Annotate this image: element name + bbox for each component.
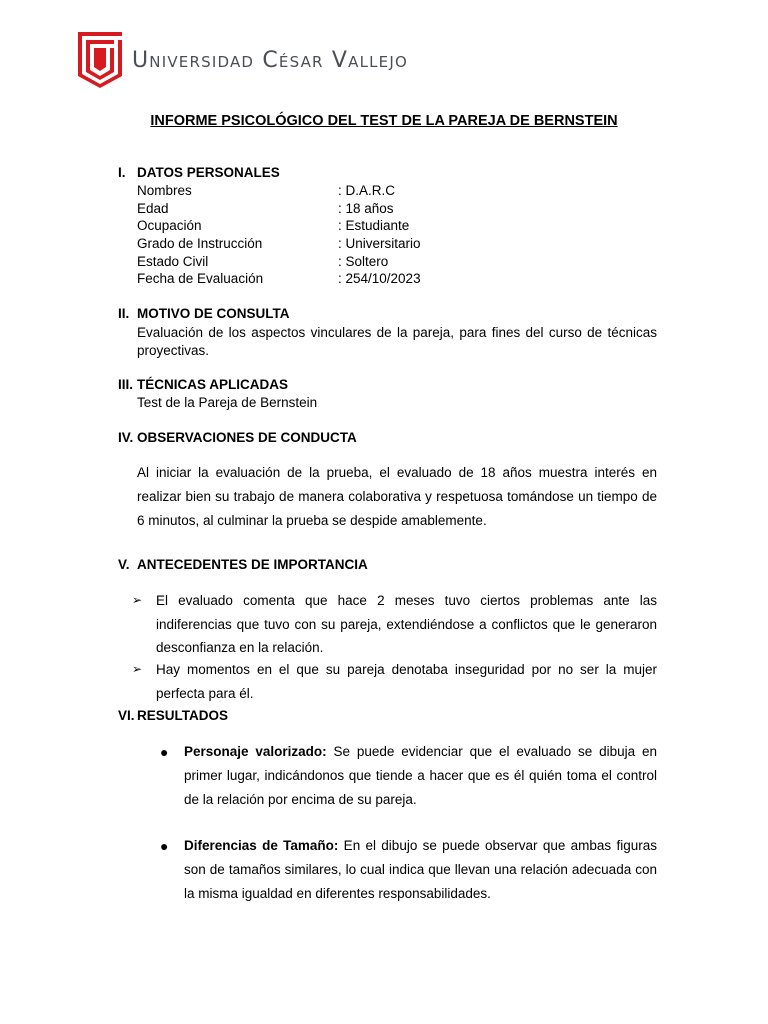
data-value: : 254/10/2023: [338, 271, 421, 286]
section-heading-resultados: [118, 708, 228, 723]
section-heading-tecnicas: [118, 377, 288, 392]
section-number: I.: [118, 165, 126, 180]
data-row-estado-civil: [137, 254, 388, 269]
resultado-description: En el dibujo se puede observar que ambas figuras son de tamaños similares, lo cual indica que llevan una relación adecuada con la misma igualdad en diferentes responsabilidades.: [184, 838, 657, 901]
section-title: ANTECEDENTES DE IMPORTANCIA: [137, 557, 368, 572]
resultado-text: [184, 834, 657, 906]
section-number: II.: [118, 306, 130, 321]
tecnicas-text: Test de la Pareja de Bernstein: [137, 395, 318, 410]
university-name: Universidad César Vallejo: [132, 48, 408, 73]
section-number: IV.: [118, 430, 134, 445]
section-heading-observaciones: [118, 430, 357, 445]
section-number: VI.: [118, 708, 135, 723]
data-label: Estado Civil: [137, 254, 209, 269]
data-label: Fecha de Evaluación: [137, 271, 264, 286]
resultado-term: Diferencias de Tamaño:: [184, 838, 339, 853]
antecedente-item: [132, 658, 657, 705]
section-heading-motivo: [118, 306, 290, 321]
resultado-item: [160, 834, 657, 906]
data-row-ocupacion: [137, 218, 409, 233]
data-label: Grado de Instrucción: [137, 236, 263, 251]
data-row-grado: [137, 236, 421, 251]
data-label: Nombres: [137, 183, 192, 198]
section-title: RESULTADOS: [137, 708, 228, 723]
bullet-icon: ●: [160, 744, 169, 760]
resultado-text: [184, 740, 657, 812]
section-number: V.: [118, 557, 130, 572]
resultado-term: Personaje valorizado:: [184, 744, 327, 759]
data-value: : D.A.R.C: [338, 183, 396, 198]
ucv-shield-icon: [76, 30, 124, 88]
section-title: DATOS PERSONALES: [137, 165, 280, 180]
section-heading-antecedentes: [118, 557, 368, 572]
data-label: Ocupación: [137, 218, 202, 233]
arrow-bullet-icon: ➢: [132, 662, 143, 676]
university-logo: [76, 30, 408, 88]
data-value: : Estudiante: [338, 218, 410, 233]
motivo-text: Evaluación de los aspectos vinculares de la pareja, para fines del curso de técnicas proyectivas.: [137, 325, 657, 358]
data-row-fecha: [137, 271, 421, 286]
data-row-nombres: [137, 183, 395, 198]
section-title: MOTIVO DE CONSULTA: [137, 306, 290, 321]
section-heading-datos-personales: [118, 165, 280, 180]
resultado-description: Se puede evidenciar que el evaluado se dibuja en primer lugar, indicándonos que tiende a hacer que es él quién toma el control de la relación por encima de su pareja.: [184, 744, 657, 807]
antecedente-text: Hay momentos en el que su pareja denotaba inseguridad por no ser la mujer perfecta para él.: [156, 662, 657, 701]
resultado-item: [160, 740, 657, 812]
data-value: : 18 años: [338, 201, 394, 216]
section-number: III.: [118, 377, 134, 392]
section-title: OBSERVACIONES DE CONDUCTA: [137, 430, 357, 445]
observaciones-text: Al iniciar la evaluación de la prueba, el evaluado de 18 años muestra interés en realizar bien su trabajo de manera colaborativa y respetuosa tomándose un tiempo de 6 minutos, al culminar la prueba se despide amablemente.: [137, 465, 657, 528]
data-row-edad: [137, 201, 394, 216]
antecedente-item: [132, 589, 657, 660]
data-value: : Soltero: [338, 254, 389, 269]
bullet-icon: ●: [160, 838, 169, 854]
document-title: INFORME PSICOLÓGICO DEL TEST DE LA PAREJA DE BERNSTEIN: [150, 113, 618, 129]
arrow-bullet-icon: ➢: [132, 593, 143, 607]
antecedente-text: El evaluado comenta que hace 2 meses tuvo ciertos problemas ante las indiferencias que tuvo con su pareja, extendiéndose a conflictos que le generaron desconfianza en la relación.: [156, 593, 657, 655]
section-title: TÉCNICAS APLICADAS: [137, 377, 289, 392]
data-value: : Universitario: [338, 236, 421, 251]
data-label: Edad: [137, 201, 169, 216]
